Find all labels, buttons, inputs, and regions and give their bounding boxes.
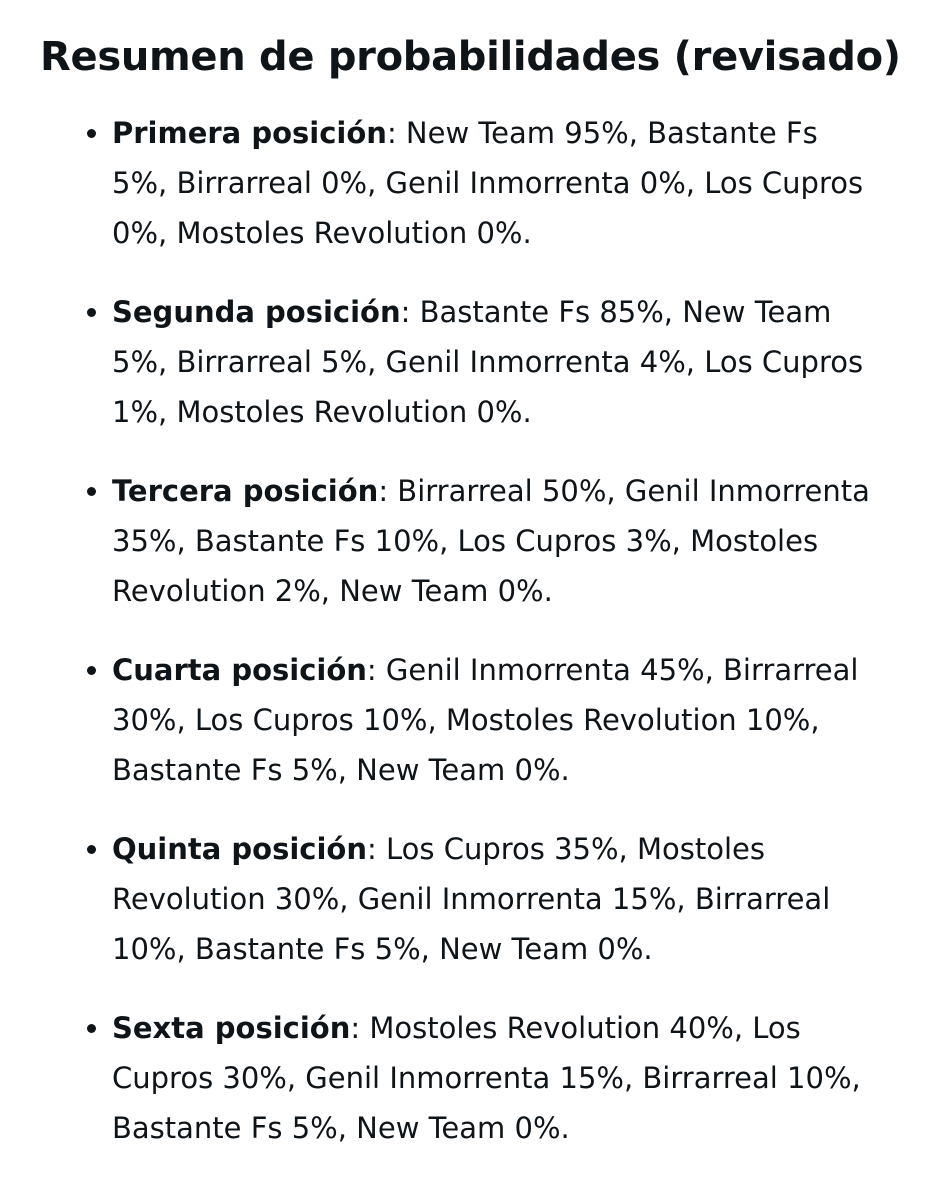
list-item-quinta (40, 824, 880, 974)
bullet-icon (87, 129, 96, 138)
item-label: Sexta posición (112, 1011, 351, 1045)
bullet-icon (87, 308, 96, 317)
bullet-icon (87, 487, 96, 496)
item-label: Quinta posición (112, 832, 367, 866)
item-label: Cuarta posición (112, 653, 367, 687)
page-title: Resumen de probabilidades (revisado) (40, 34, 901, 80)
item-text: : Birrarreal 50%, Genil Inmorrenta 35%, Bastante Fs 10%, Los Cupros 3%, Mostoles Revolution 2%, New Team 0%. (112, 474, 870, 608)
list-item-sexta (40, 1003, 880, 1153)
bullet-icon (87, 1024, 96, 1033)
list-item-cuarta (40, 645, 880, 795)
item-text: : Mostoles Revolution 40%, Los Cupros 30%, Genil Inmorrenta 15%, Birrarreal 10%, Bastante Fs 5%, New Team 0%. (112, 1011, 861, 1145)
item-text: : New Team 95%, Bastante Fs 5%, Birrarreal 0%, Genil Inmorrenta 0%, Los Cupros 0%, Mostoles Revolution 0%. (112, 116, 864, 250)
item-label: Primera posición (112, 116, 387, 150)
item-label: Segunda posición (112, 295, 401, 329)
list-item-primera (40, 108, 880, 258)
item-text: : Genil Inmorrenta 45%, Birrarreal 30%, Los Cupros 10%, Mostoles Revolution 10%, Bastante Fs 5%, New Team 0%. (112, 653, 859, 787)
list-item-tercera (40, 466, 880, 616)
item-text: : Los Cupros 35%, Mostoles Revolution 30%, Genil Inmorrenta 15%, Birrarreal 10%, Bastante Fs 5%, New Team 0%. (112, 832, 831, 966)
item-text: : Bastante Fs 85%, New Team 5%, Birrarreal 5%, Genil Inmorrenta 4%, Los Cupros 1%, Mostoles Revolution 0%. (112, 295, 864, 429)
item-label: Tercera posición (112, 474, 379, 508)
bullet-icon (87, 666, 96, 675)
bullet-icon (87, 845, 96, 854)
probability-summary-list (40, 108, 909, 1153)
list-item-segunda (40, 287, 880, 437)
